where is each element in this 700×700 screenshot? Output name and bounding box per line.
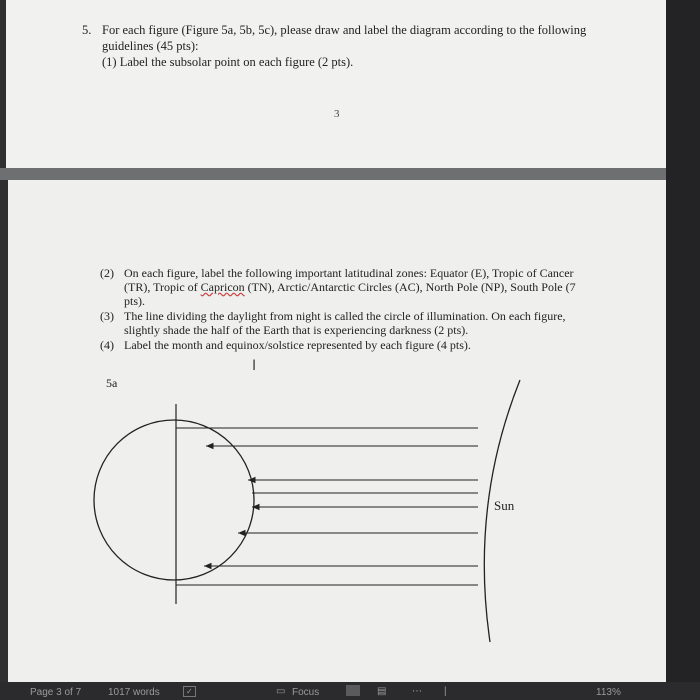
item-number: (2) bbox=[100, 266, 114, 280]
word-count[interactable]: 1017 words bbox=[108, 687, 160, 698]
page-count[interactable]: Page 3 of 7 bbox=[30, 687, 82, 698]
proofing-icon[interactable]: ✓ bbox=[183, 686, 196, 697]
question-text: For each figure (Figure 5a, 5b, 5c), please draw and label the diagram according to the following guidelines (45 pts): bbox=[102, 23, 587, 53]
focus-icon[interactable]: ▭ bbox=[276, 686, 286, 697]
item-number: (4) bbox=[100, 338, 114, 352]
read-mode-icon[interactable] bbox=[346, 685, 360, 696]
zoom-out-icon[interactable]: | bbox=[444, 686, 447, 697]
item-text: On each figure, label the following important latitudinal zones: Equator (E), Tropic of Cancer (TR), Tropic of bbox=[124, 266, 574, 294]
sun-rays bbox=[176, 428, 478, 585]
text-cursor-icon: I bbox=[252, 358, 257, 374]
question-number: 5. bbox=[82, 23, 92, 37]
spellcheck-word[interactable]: Capricon bbox=[200, 280, 245, 294]
item-text: Label the month and equinox/solstice represented by each figure (4 pts). bbox=[124, 338, 471, 352]
print-layout-icon[interactable]: ▤ bbox=[377, 686, 387, 697]
item-text-end: (TN), Arctic/Antarctic Circles (AC), North Pole (NP), South Pole (7 pts). bbox=[124, 280, 576, 308]
figure-label: 5a bbox=[106, 376, 118, 390]
zoom-level[interactable]: 113% bbox=[596, 687, 621, 698]
page-number: 3 bbox=[334, 108, 340, 120]
web-layout-icon[interactable]: ⋯ bbox=[412, 686, 422, 697]
status-bar bbox=[0, 682, 700, 700]
item-number: (3) bbox=[100, 309, 114, 323]
focus-button[interactable]: Focus bbox=[292, 687, 320, 698]
sun-label: Sun bbox=[494, 498, 515, 513]
question-part-1: (1) Label the subsolar point on each figure (2 pts). bbox=[102, 55, 354, 69]
item-text: The line dividing the daylight from night is called the circle of illumination. On each figure, slightly shade the half of the Earth that is experiencing darkness (2 pts). bbox=[124, 309, 566, 337]
earth-circle bbox=[94, 420, 254, 580]
